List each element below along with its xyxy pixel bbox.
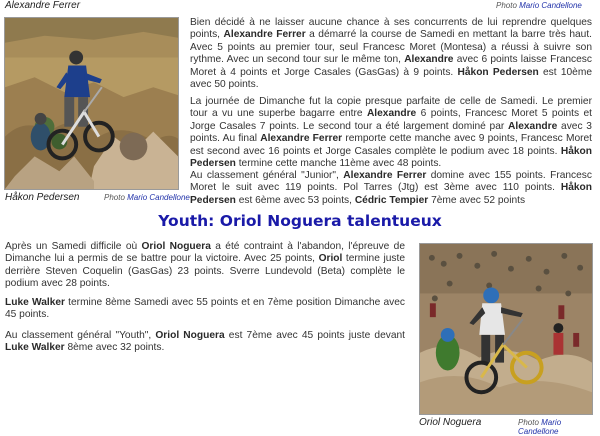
text-run: avec 3 points. Au final xyxy=(190,120,592,145)
credit-label: Photo xyxy=(104,193,125,202)
text-run: 8ème avec 32 points. xyxy=(64,342,165,354)
bold-name: Alexandre xyxy=(366,108,417,120)
text-run: 6 points, Francesc Moret 5 points et Jorge Casales 7 points. Le second tour a été largement dominé par xyxy=(190,108,592,132)
bold-name: Cédric Tempier xyxy=(354,194,429,206)
bottom-paragraph-1 xyxy=(5,241,405,291)
bold-name: Oriol Noguera xyxy=(141,241,211,252)
top-photo-subject-caption: Håkon Pedersen xyxy=(5,192,80,203)
text-run: avec 6 points laisse Francesc Moret à 4 points et Jorge Casales (GasGas) à 9 points. xyxy=(190,54,592,78)
text-run: est 7ème avec 45 points juste devant xyxy=(224,330,405,341)
section-heading: Youth: Oriol Noguera talentueux xyxy=(158,212,442,230)
text-run: est 10ème avec 50 points. xyxy=(190,66,592,91)
text-run: 7ème avec 52 points xyxy=(428,194,526,206)
bold-name: Oriol xyxy=(318,253,343,265)
text-run: Au classement général "Junior", xyxy=(190,170,344,181)
text-run: Après un Samedi difficile où xyxy=(5,241,142,252)
text-run: Au classement général "Youth", xyxy=(5,330,156,341)
credit-name: Mario Candellone xyxy=(518,418,562,436)
bold-name: Luke Walker xyxy=(5,297,65,308)
bold-name: Alexandre Ferrer xyxy=(223,29,306,41)
bottom-paragraph-3 xyxy=(5,330,405,355)
text-run: termine juste derrière Steven Coquelin (GasGas) 23 points. Sverre Lundevold (Beta) complète le podium avec 28 points. xyxy=(5,253,405,290)
top-paragraph-3 xyxy=(190,170,592,207)
text-run: termine 8ème Samedi avec 55 points et en 7ème position Dimanche avec 45 points. xyxy=(5,297,406,321)
credit-label: Photo xyxy=(496,1,517,10)
bottom-photo-credit xyxy=(518,418,600,436)
credit-label: Photo xyxy=(518,418,539,427)
text-run: La journée de Dimanche fut la copie presque parfaite de celle de Samedi. Le premier tour a vu une superbe bagarre entre xyxy=(190,96,592,120)
text-run: termine cette manche 11ème avec 48 points. xyxy=(235,158,442,170)
bottom-paragraph-2 xyxy=(5,297,405,322)
bold-name: Alexandre xyxy=(508,120,558,132)
top-photo-credit-bottom xyxy=(104,193,190,202)
text-run: Bien décidé à ne laisser aucune chance à ses concurrents de lui reprendre quelques points, xyxy=(190,17,592,41)
text-run: domine avec 155 points. Francesc Moret le suit avec 119 points. Pol Tarres (Jtg) est 3ème avec 110 points. xyxy=(190,170,592,194)
bold-name: Håkon Pedersen xyxy=(190,145,592,170)
bold-name: Håkon Pedersen xyxy=(190,182,592,206)
text-run: est 6ème avec 53 points, xyxy=(235,194,355,206)
bold-name: Oriol Noguera xyxy=(155,330,225,341)
bold-name: Alexandre Ferrer xyxy=(260,133,343,145)
top-photo-caption: Alexandre Ferrer xyxy=(5,0,81,11)
credit-name: Mario Candellone xyxy=(519,1,582,10)
top-paragraph-1 xyxy=(190,17,592,91)
bold-name: Alexandre xyxy=(404,54,454,66)
top-paragraph-2 xyxy=(190,96,592,170)
text-run: a démarré la course de Samedi en mettant la barre très haut. Avec 5 points au premier tour, seul Francesc Moret (Montesa) a réussi à suivre son rythme. Avec un second tour sur le même ton, xyxy=(190,29,592,66)
top-photo-credit xyxy=(496,1,582,10)
bold-name: Luke Walker xyxy=(5,342,65,354)
bold-name: Alexandre Ferrer xyxy=(343,170,427,181)
bottom-photo-subject-caption: Oriol Noguera xyxy=(419,417,482,428)
credit-name: Mario Candellone xyxy=(127,193,190,202)
trial-rider-photo-top xyxy=(4,17,179,190)
trial-rider-photo-bottom xyxy=(419,243,593,415)
bold-name: Håkon Pedersen xyxy=(457,66,539,78)
text-run: remporte cette manche avec 9 points, Francesc Moret est second avec 16 points et Jorge Casales complète le podium avec 18 points. xyxy=(190,133,593,157)
text-run: a été contraint à l'abandon, l'épreuve de Dimanche lui a permis de se battre pour la victoire. Avec 25 points, xyxy=(5,241,405,265)
